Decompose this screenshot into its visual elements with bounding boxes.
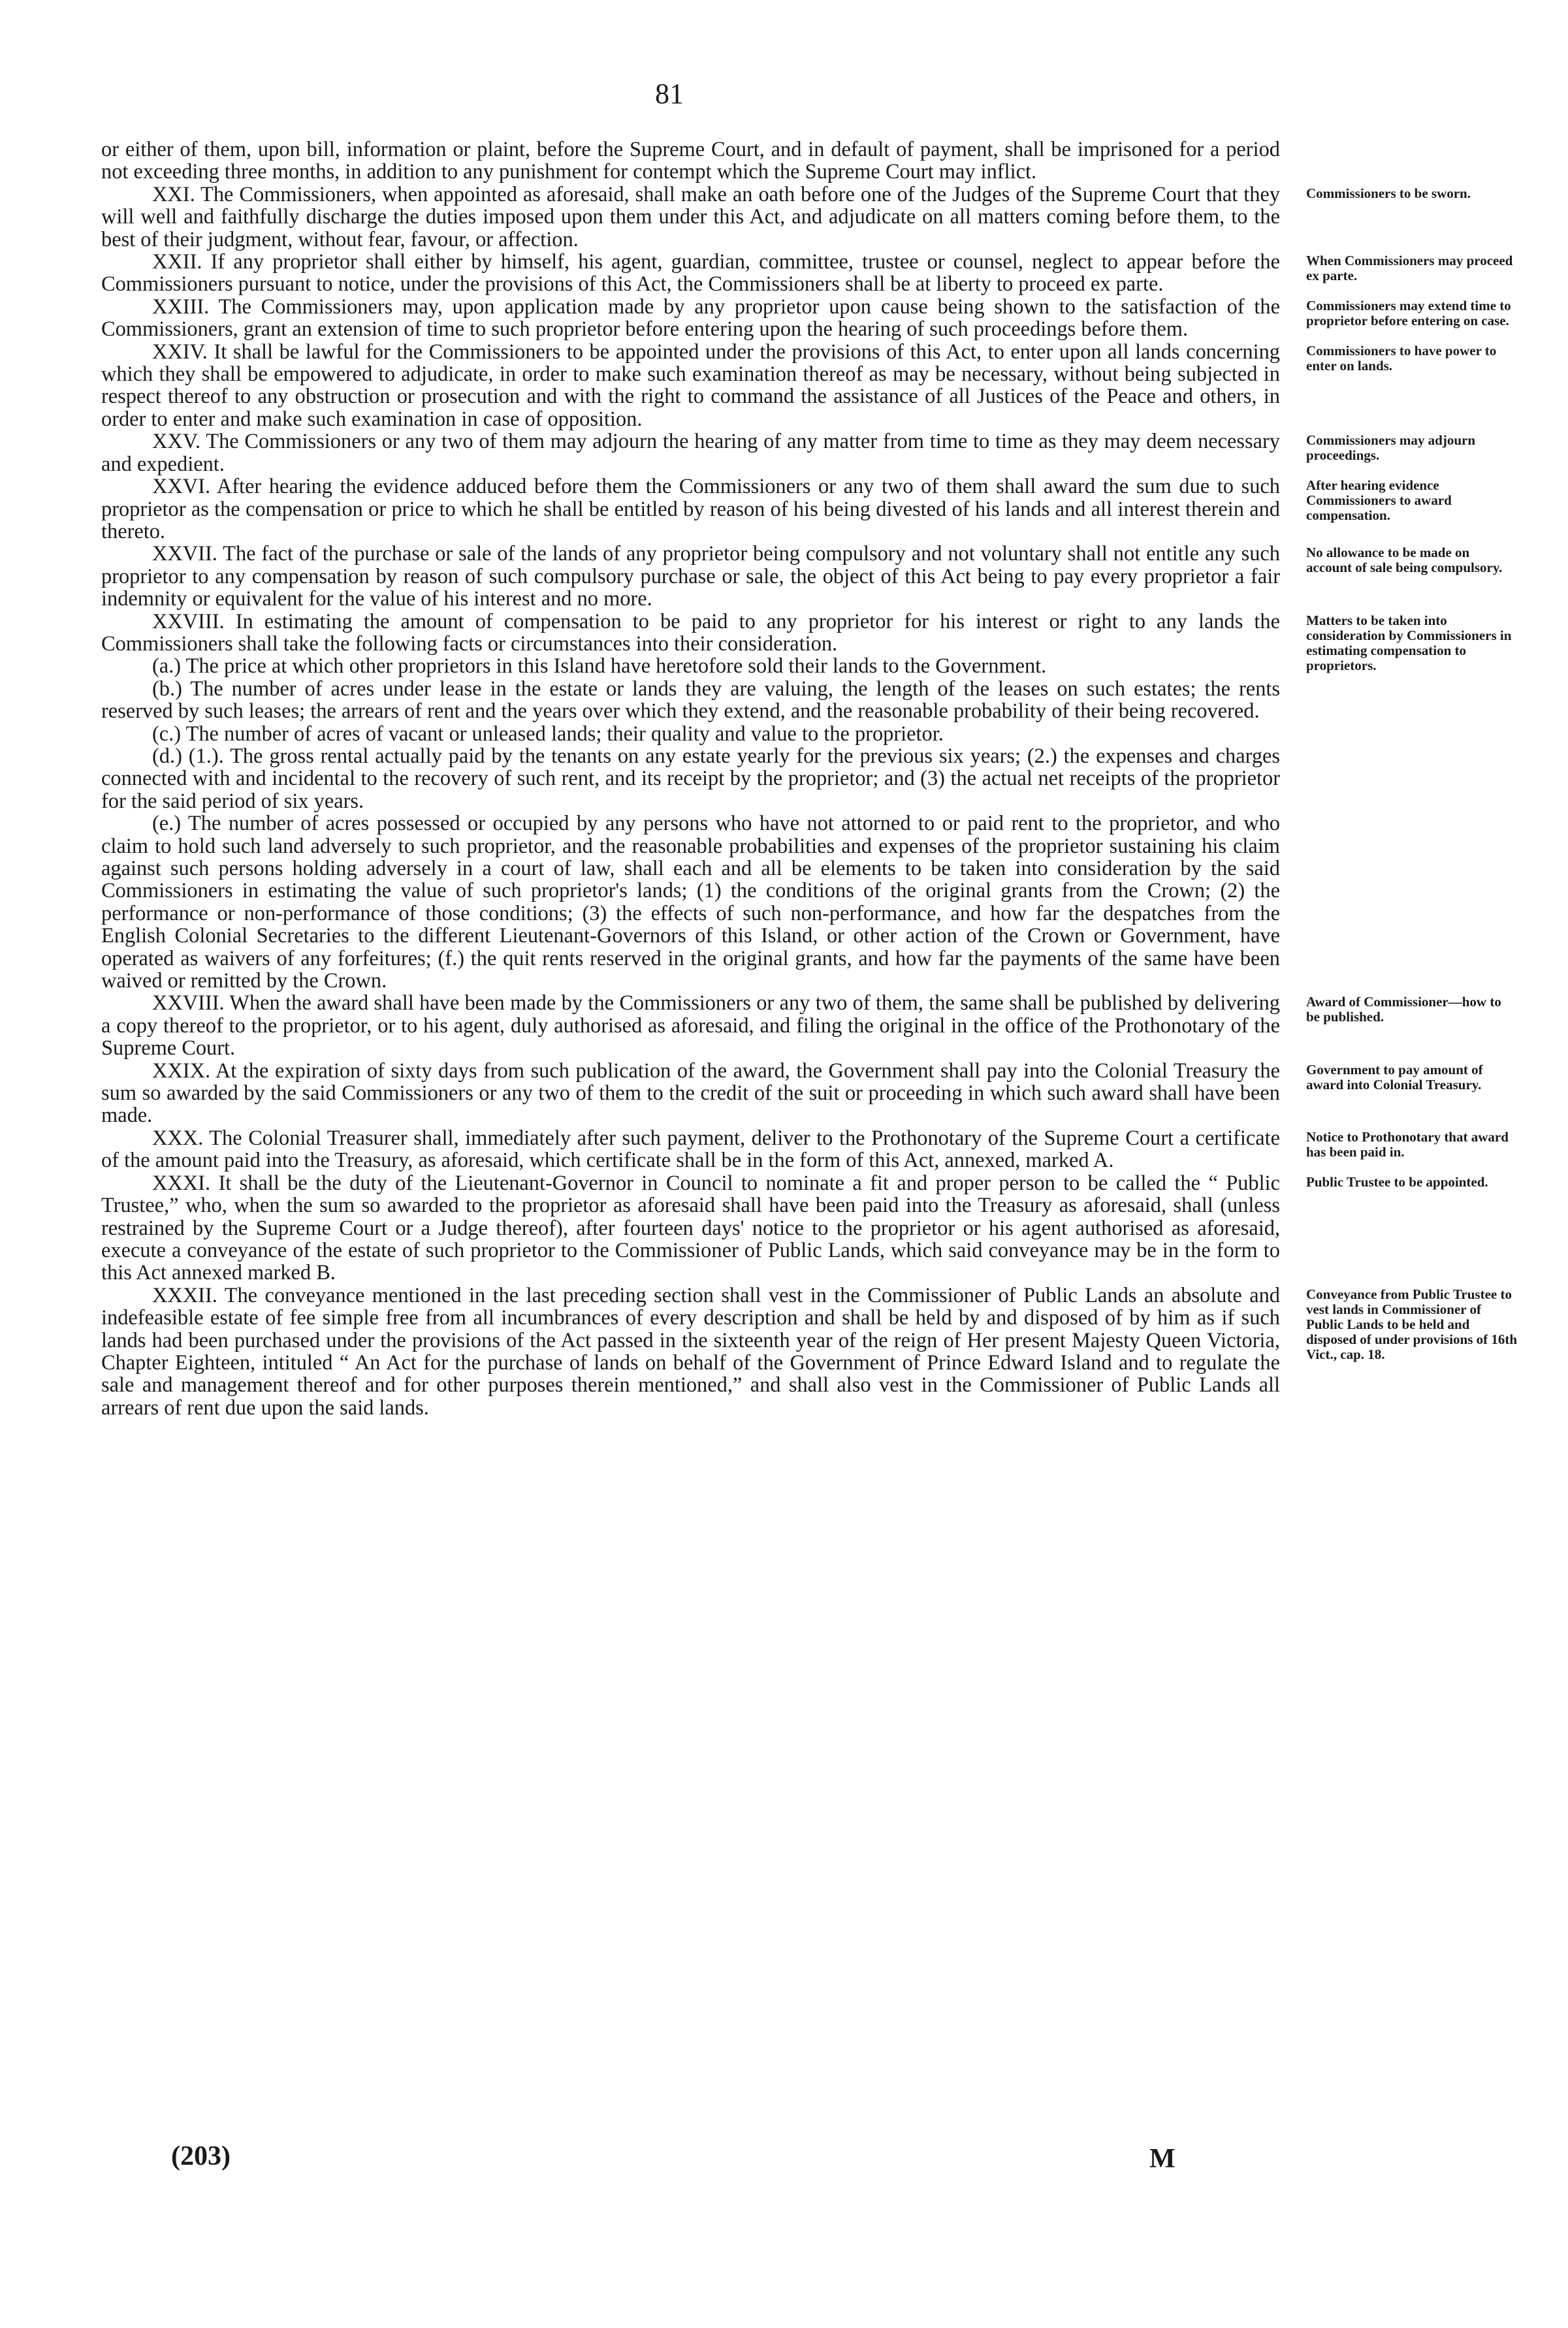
- page-number: 81: [655, 78, 684, 110]
- section-xxvi: [101, 475, 1452, 543]
- paragraph-text: (e.) The number of acres possessed or occupied by any persons who have not attorned to or paid rent to the proprietor, and who claim to hold such land adversely to such proprietor, and the reasonable probabilities and expenses of the proprietor sustaining his claim against such persons holding adversely in a court of law, shall each and all be elements to be taken into consideration by the said Commissioners in estimating the value of such proprietor's lands; (1) the conditions of the original grants from the Crown; (2) the performance or non-performance of those conditions; (3) the effects of such non-performance, and how far the despatches from the English Colonial Secretaries to the different Lieutenant-Governors of this Island, or other action of the Crown or Government, have operated as waivers of any forfeitures; (f.) the quit rents reserved in the original grants, and how far the payments of the same have been waived or remitted by the Crown.: [101, 812, 1280, 993]
- paragraph-text: XXX. The Colonial Treasurer shall, immediately after such payment, deliver to the Prothonotary of the Supreme Court a certificate of the amount paid into the Treasury, as aforesaid, which certificate shall be in the form of this Act, annexed, marked A.: [101, 1126, 1280, 1173]
- margin-note: Commissioners may adjourn proceedings.: [1306, 432, 1476, 464]
- subsection-b: [101, 678, 1280, 723]
- paragraph-text: or either of them, upon bill, information or plaint, before the Supreme Court, and in default of payment, shall be imprisoned for a period not exceeding three months, in addition to any punishment for contempt which the Supreme Court may inflict.: [101, 138, 1280, 184]
- subsection-e: [101, 812, 1280, 992]
- paragraph-text: (b.) The number of acres under lease in the estate or lands they are valuing, the length of the leases on such estates; the rents reserved by such leases; the arrears of rent and the years over which they extend, and the reasonable probability of their being recovered.: [101, 677, 1280, 724]
- section-xxiii: [101, 295, 1511, 342]
- paragraph-text: XXVII. The fact of the purchase or sale of the lands of any proprietor being compulsory and not voluntary shall not entitle any such proprietor to any compensation by reason of such compulsory purchase or sale, the object of this Act being to pay every proprietor a fair indemnity or equivalent for the value of his interest and no more.: [101, 542, 1280, 611]
- section-xxxii: [101, 1283, 1518, 1420]
- paragraph-text: XXVIII. In estimating the amount of compensation to be paid to any proprietor for his interest or right to any lands the Commissioners shall take the following facts or circumstances into their consideration.: [101, 609, 1280, 656]
- section-xxi: [101, 182, 1471, 251]
- section-xxv: [101, 430, 1476, 476]
- footer-bill-number: (203): [171, 2141, 231, 2171]
- paragraph-text: (d.) (1.). The gross rental actually paid by the tenants on any estate yearly for the previous six years; (2.) the expenses and charges connected with and incidental to the recovery of such rent, and its receipt by the proprietor; and (3) the actual net receipts of the proprietor for the said period of six years.: [101, 744, 1280, 813]
- paragraph-text: XXI. The Commissioners, when appointed as aforesaid, shall make an oath before one of the Judges of the Supreme Court that they will well and faithfully discharge the duties imposed upon them under this Act, and adjudicate on all matters coming before them, to the best of their judgment, without fear, favour, or affection.: [101, 182, 1280, 251]
- section-xxiv: [101, 340, 1497, 431]
- margin-note: Matters to be taken into consideration by Commissioners in estimating compensation to proprietors.: [1306, 612, 1512, 673]
- paragraph-text: (a.) The price at which other proprietors in this Island have heretofore sold their lands to the Government.: [152, 654, 1047, 678]
- paragraph-text: XXIII. The Commissioners may, upon application made by any proprietor upon cause being shown to the satisfaction of the Commissioners, grant an extension of time to such proprietor before entering upon the hearing of such proceedings before them.: [101, 295, 1280, 342]
- footer-signature-mark: M: [1149, 2144, 1176, 2174]
- margin-note: Commissioners to be sworn.: [1306, 185, 1471, 201]
- section-xxx: [101, 1126, 1509, 1173]
- margin-note: When Commissioners may proceed ex parte.: [1306, 253, 1513, 284]
- section-xxii: [101, 250, 1513, 296]
- paragraph-text: XXV. The Commissioners or any two of them may adjourn the hearing of any matter from time to time as they may deem necessary and expedient.: [101, 430, 1280, 476]
- subsection-d: [101, 745, 1280, 812]
- section-xxxi: [101, 1171, 1488, 1285]
- subsection-c: [101, 723, 1280, 745]
- body-column: [101, 138, 1518, 1420]
- paragraph-text: XXIX. At the expiration of sixty days from such publication of the award, the Government shall pay into the Colonial Treasury the sum so awarded by the said Commissioners or any two of them to the credit of the suit or proceeding in which such award shall have been made.: [101, 1059, 1280, 1128]
- paragraph: [101, 138, 1280, 183]
- paragraph-text: (c.) The number of acres of vacant or unleased lands; their quality and value to the proprietor.: [152, 722, 944, 746]
- subsection-a: [101, 655, 1280, 677]
- margin-note: Government to pay amount of award into Colonial Treasury.: [1306, 1061, 1483, 1092]
- page-footer: [0, 2141, 1568, 2180]
- section-xxviii-award: [101, 991, 1501, 1060]
- margin-note: No allowance to be made on account of sale being compulsory.: [1306, 545, 1503, 576]
- margin-note: Commissioners may extend time to proprietor before entering on case.: [1306, 297, 1511, 328]
- paragraph-text: XXVIII. When the award shall have been made by the Commissioners or any two of them, the same shall be published by delivering a copy thereof to the proprietor, or to his agent, duly authorised as aforesaid, and filing the original in the office of the Prothonotary of the Supreme Court.: [101, 991, 1280, 1060]
- margin-note: Award of Commissioner—how to be published.: [1306, 994, 1501, 1025]
- margin-note: Conveyance from Public Trustee to vest lands in Commissioner of Public Lands to be held and disposed of under provisions of 16th Vict., cap. 18.: [1306, 1286, 1518, 1362]
- margin-note: Commissioners to have power to enter on lands.: [1306, 342, 1497, 374]
- paragraph-text: XXXII. The conveyance mentioned in the last preceding section shall vest in the Commissioner of Public Lands an absolute and indefeasible estate of fee simple free from all incumbrances of every description and shall be held by and disposed of by him as if such lands had been purchased under the provisions of the Act passed in the sixteenth year of the reign of Her present Majesty Queen Victoria, Chapter Eighteen, intituled “ An Act for the purchase of lands on behalf of the Government of Prince Edward Island and to regulate the sale and management thereof and for other purposes therein mentioned,” and shall also vest in the Commissioner of Public Lands all arrears of rent due upon the said lands.: [101, 1283, 1280, 1420]
- paragraph-text: XXXI. It shall be the duty of the Lieutenant-Governor in Council to nominate a fit and proper person to be called the “ Public Trustee,” who, when the sum so awarded to the proprietor as aforesaid shall have been paid into the Treasury as aforesaid, shall (unless restrained by the Supreme Court or a Judge thereof), after fourteen days' notice to the proprietor or his agent authorised as aforesaid, execute a conveyance of the estate of such proprietor to the Commissioner of Public Lands, which said conveyance may be in the form to this Act annexed marked B.: [101, 1171, 1280, 1285]
- margin-note: After hearing evidence Commissioners to award compensation.: [1306, 477, 1452, 524]
- paragraph-text: XXVI. After hearing the evidence adduced before them the Commissioners or any two of them shall award the sum due to such proprietor as the compensation or price to which he shall be entitled by reason of his being divested of his lands and all interest therein and thereto.: [101, 475, 1280, 543]
- paragraph-text: XXIV. It shall be lawful for the Commissioners to be appointed under the provisions of this Act, to enter upon all lands concerning which they shall be empowered to adjudicate, in order to make such examination thereof as may be necessary, without being subjected in respect thereof to any obstruction or prosecution and with the right to command the assistance of all Justices of the Peace and others, in order to enter and make such examination in case of opposition.: [101, 340, 1280, 431]
- paragraph-text: XXII. If any proprietor shall either by himself, his agent, guardian, committee, trustee or counsel, neglect to appear before the Commissioners pursuant to notice, under the provisions of this Act, the Commissioners shall be at liberty to proceed ex parte.: [101, 250, 1280, 296]
- margin-note: Notice to Prothonotary that award has been paid in.: [1306, 1128, 1509, 1160]
- section-xxvii: [101, 542, 1503, 611]
- margin-note: Public Trustee to be appointed.: [1306, 1173, 1488, 1190]
- section-xxix: [101, 1059, 1483, 1128]
